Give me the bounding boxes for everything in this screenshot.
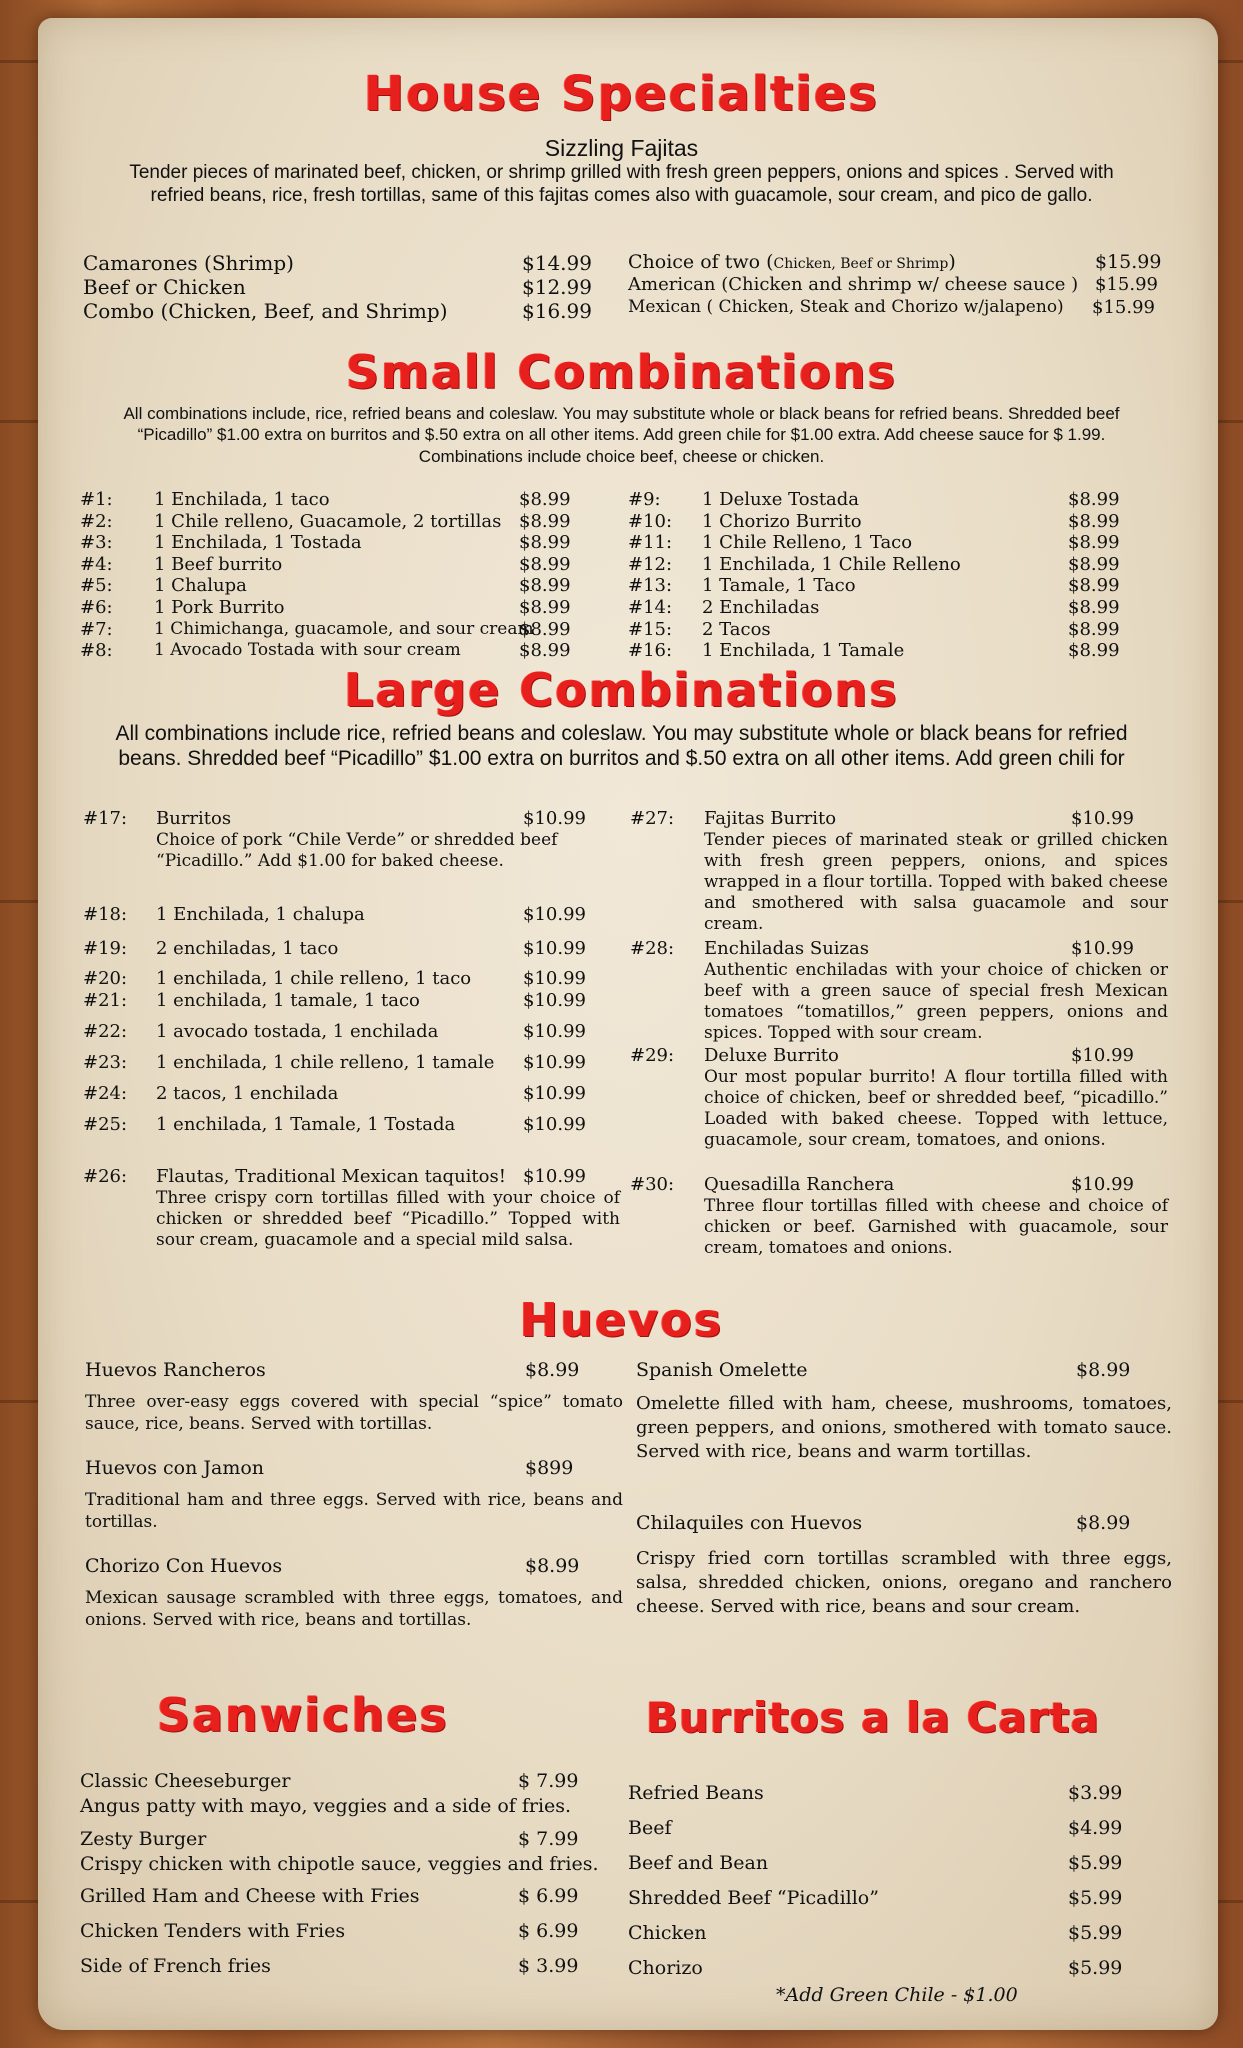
menu-item-desc: Three over-easy eggs covered with special “spice” tomato sauce, rice, beans. Served with tortillas. xyxy=(85,1392,623,1434)
menu-item-name: 2 tacos, 1 enchilada xyxy=(156,1083,339,1104)
item-number: #21: xyxy=(83,990,128,1011)
menu-item-name: Refried Beans xyxy=(628,1782,764,1804)
item-number: #11: xyxy=(628,532,673,554)
menu-item-name: Fajitas Burrito xyxy=(704,808,837,829)
menu-item-name: 1 Chile Relleno, 1 Taco xyxy=(702,532,913,554)
large-desc-line1: All combinations include rice, refried beans and coleslaw. You may substitute whole or black beans for refried xyxy=(115,722,1128,745)
menu-item-price: $8.99 xyxy=(519,489,571,510)
menu-item-price: $8.99 xyxy=(1068,532,1120,554)
item-number: #12: xyxy=(628,553,673,575)
menu-item-price: $14.99 xyxy=(522,251,592,275)
small-desc-line1: All combinations include, rice, refried beans and coleslaw. You may substitute whole or black beans for refried beans. Shredded beef xyxy=(123,404,1120,423)
burritos-title: Burritos a la Carta xyxy=(646,1693,1100,1742)
menu-item-desc: Crispy fried corn tortillas scrambled with three eggs, salsa, shredded chicken, onions, oregano and ranchero cheese. Served with rice, beans and sour cream. xyxy=(636,1548,1172,1617)
menu-item-name: Beef or Chicken xyxy=(83,275,246,299)
menu-item-name: 1 enchilada, 1 chile relleno, 1 taco xyxy=(156,968,472,989)
menu-item-price: $15.99 xyxy=(1095,251,1162,273)
menu-item-desc: Our most popular burrito! A flour tortilla filled with choice of chicken, beef or shredded beef, “picadillo.” Loaded with baked cheese. Topped with lettuce, guacamole, sour cream, tomatoes, and onions. xyxy=(704,1067,1168,1150)
menu-item-name: Enchiladas Suizas xyxy=(704,938,869,959)
menu-item-price: $12.99 xyxy=(522,275,592,299)
menu-item-price: $8.99 xyxy=(1068,489,1120,510)
small-combinations-title: Small Combinations xyxy=(346,345,897,399)
item-number: #3: xyxy=(80,532,113,554)
item-number: #20: xyxy=(83,968,128,989)
menu-item-name: 1 Tamale, 1 Taco xyxy=(702,575,856,597)
menu-item-price: $8.99 xyxy=(1068,553,1120,575)
fajitas-subtitle: Sizzling Fajitas xyxy=(544,135,699,161)
menu-item-desc: Traditional ham and three eggs. Served with rice, beans and tortillas. xyxy=(85,1490,623,1532)
menu-item-name: Choice of two (Chicken, Beef or Shrimp) xyxy=(628,251,956,273)
menu-item-name: Combo (Chicken, Beef, and Shrimp) xyxy=(83,299,448,323)
menu-item-name: Huevos Rancheros xyxy=(85,1359,266,1381)
menu-item-name: Mexican ( Chicken, Steak and Chorizo w/jalapeno) xyxy=(628,297,1064,317)
menu-item-name: Chicken xyxy=(628,1922,707,1944)
menu-item-price: $8.99 xyxy=(1068,618,1120,640)
item-number: #24: xyxy=(83,1083,128,1104)
menu-item-desc: Authentic enchiladas with your choice of chicken or beef with a green sauce of special fresh Mexican tomatoes “tomatillos,” green peppers, onions and spices. Topped with sour cream. xyxy=(704,960,1168,1043)
menu-item-price: $10.99 xyxy=(1071,808,1134,829)
menu-item-price: $8.99 xyxy=(519,640,571,662)
menu-item-name: Huevos con Jamon xyxy=(85,1457,265,1479)
menu-item-name: 2 Tacos xyxy=(702,618,771,640)
menu-item-desc: Crispy chicken with chipotle sauce, veggies and fries. xyxy=(80,1853,599,1875)
menu-item-name: 1 Enchilada, 1 taco xyxy=(154,489,330,510)
menu-item-name: Beef and Bean xyxy=(628,1852,769,1874)
sandwiches-title: Sanwiches xyxy=(157,1688,449,1742)
menu-item-name: 1 Chile relleno, Guacamole, 2 tortillas xyxy=(154,510,502,532)
menu-item-price: $15.99 xyxy=(1095,274,1158,295)
menu-item-price: $10.99 xyxy=(523,968,586,989)
large-combinations-title: Large Combinations xyxy=(344,663,899,717)
menu-item-price: $16.99 xyxy=(522,299,592,323)
menu-item-price: $10.99 xyxy=(1071,1174,1134,1195)
menu-item-desc: Tender pieces of marinated steak or grilled chicken with fresh green peppers, onions, and spices wrapped in a flour tortilla. Topped with baked cheese and smothered with salsa guacamole and sour cream. xyxy=(704,830,1168,934)
item-number: #16: xyxy=(628,640,673,662)
menu-item-price: $8.99 xyxy=(1068,510,1120,532)
menu-item-price: $8.99 xyxy=(519,532,571,554)
menu-item-name: 1 Avocado Tostada with sour cream xyxy=(154,640,461,661)
menu-item-price: $8.99 xyxy=(1076,1359,1131,1381)
menu-item-price: $5.99 xyxy=(1068,1852,1123,1874)
menu-item-price: $5.99 xyxy=(1068,1887,1123,1909)
menu-item-price: $8.99 xyxy=(1076,1512,1131,1534)
large-desc-line2: beans. Shredded beef “Picadillo” $1.00 extra on burritos and $.50 extra on all other items. Add green chili for xyxy=(118,747,1125,770)
menu-item-name: American (Chicken and shrimp w/ cheese sauce ) xyxy=(628,274,1079,295)
menu-item-name: 1 enchilada, 1 tamale, 1 taco xyxy=(156,990,420,1011)
menu-item-price: $10.99 xyxy=(523,1021,586,1042)
menu-item-name: Flautas, Traditional Mexican taquitos! xyxy=(156,1166,506,1187)
menu-item-name: 1 Chimichanga, guacamole, and sour cream xyxy=(154,618,534,639)
menu-item-price: $8.99 xyxy=(519,575,571,597)
item-number: #28: xyxy=(630,938,675,959)
item-number: #25: xyxy=(83,1114,128,1135)
menu-item-name: Spanish Omelette xyxy=(636,1359,808,1381)
item-number: #13: xyxy=(628,575,673,597)
menu-item-name: Chorizo xyxy=(628,1957,703,1979)
menu-item-price: $ 6.99 xyxy=(518,1920,579,1942)
huevos-title: Huevos xyxy=(519,1293,724,1347)
menu-item-price: $8.99 xyxy=(525,1555,580,1577)
menu-item-price: $8.99 xyxy=(519,618,571,640)
menu-item-name: 1 Enchilada, 1 Tamale xyxy=(702,640,905,662)
menu-item-name: 1 enchilada, 1 chile relleno, 1 tamale xyxy=(156,1052,495,1073)
menu-item-name: 2 enchiladas, 1 taco xyxy=(156,938,339,959)
menu-item-price: $8.99 xyxy=(1068,575,1120,597)
menu-item-name: Chicken Tenders with Fries xyxy=(80,1920,346,1942)
menu-item-name: Side of French fries xyxy=(80,1955,271,1977)
menu-item-name: Zesty Burger xyxy=(80,1828,207,1850)
item-number: #26: xyxy=(83,1166,128,1187)
menu-item-price: $8.99 xyxy=(1068,597,1120,618)
item-number: #2: xyxy=(80,510,113,532)
menu-item-price: $8.99 xyxy=(519,553,571,575)
menu-item-name: Classic Cheeseburger xyxy=(80,1770,291,1792)
menu-item-name: Quesadilla Ranchera xyxy=(704,1174,895,1195)
item-number: #6: xyxy=(80,597,113,618)
small-desc-line3: Combinations include choice beef, cheese or chicken. xyxy=(418,447,825,466)
menu-item-price: $3.99 xyxy=(1068,1782,1123,1804)
menu-item-price: $10.99 xyxy=(523,808,586,829)
menu-item-price: $8.99 xyxy=(525,1359,580,1381)
menu-item-name: 2 Enchiladas xyxy=(702,597,820,618)
menu-item-desc: Three flour tortillas filled with cheese and choice of chicken or beef. Garnished with guacamole, sour cream, tomatoes and onions. xyxy=(704,1196,1168,1258)
menu-item-price: $ 7.99 xyxy=(518,1828,579,1850)
menu-item-price: $8.99 xyxy=(519,510,571,532)
menu-item-price: $10.99 xyxy=(523,1166,586,1187)
menu-item-name: Deluxe Burrito xyxy=(704,1045,839,1066)
item-number: #27: xyxy=(630,808,675,829)
menu-item-price: $ 3.99 xyxy=(518,1955,579,1977)
item-number: #23: xyxy=(83,1052,128,1073)
menu-item-price: $10.99 xyxy=(523,1083,586,1104)
menu-item-name: 1 enchilada, 1 Tamale, 1 Tostada xyxy=(156,1114,456,1135)
menu-item-name: Beef xyxy=(628,1817,672,1839)
menu-item-price: $10.99 xyxy=(523,1114,586,1135)
menu-item-name: 1 Enchilada, 1 chalupa xyxy=(156,904,365,925)
green-chile-note: *Add Green Chile - $1.00 xyxy=(776,1984,1018,2006)
menu-item-price: $10.99 xyxy=(523,938,586,959)
fajitas-desc-line1: Tender pieces of marinated beef, chicken, or shrimp grilled with fresh green peppers, onions and spices . Served with xyxy=(129,162,1114,183)
menu-item-name: 1 Enchilada, 1 Chile Relleno xyxy=(702,553,961,575)
item-number: #19: xyxy=(83,938,128,959)
menu-item-desc: Mexican sausage scrambled with three eggs, tomatoes, and onions. Served with rice, beans and tortillas. xyxy=(85,1588,623,1630)
item-number: #17: xyxy=(83,808,128,829)
item-number: #14: xyxy=(628,597,673,618)
menu-item-desc: Omelette filled with ham, cheese, mushrooms, tomatoes, green peppers, and onions, smothered with tomato sauce. Served with rice, beans and warm tortillas. xyxy=(636,1393,1172,1462)
menu-item-name: Burritos xyxy=(156,808,232,829)
menu-item-price: $10.99 xyxy=(1071,1045,1134,1066)
menu-item-price: $899 xyxy=(525,1457,574,1479)
menu-item-name: Grilled Ham and Cheese with Fries xyxy=(80,1885,420,1907)
menu-item-name: 1 Beef burrito xyxy=(154,553,283,575)
menu-item-desc: Three crispy corn tortillas filled with your choice of chicken or shredded beef “Picadillo.” Topped with sour cream, guacamole and a special mild salsa. xyxy=(156,1188,620,1250)
menu-item-price: $10.99 xyxy=(523,904,586,925)
menu-item-name: 1 avocado tostada, 1 enchilada xyxy=(156,1021,439,1042)
menu-item-name: 1 Deluxe Tostada xyxy=(702,489,860,510)
item-number: #9: xyxy=(628,489,661,510)
item-number: #22: xyxy=(83,1021,128,1042)
menu-item-price: $5.99 xyxy=(1068,1922,1123,1944)
item-number: #1: xyxy=(80,489,113,510)
menu-item-price: $15.99 xyxy=(1092,297,1155,318)
menu-item-price: $8.99 xyxy=(519,597,571,618)
menu-item-name: Camarones (Shrimp) xyxy=(83,251,294,275)
menu-item-price: $10.99 xyxy=(1071,938,1134,959)
menu-item-price: $ 6.99 xyxy=(518,1885,579,1907)
menu-item-name: 1 Chorizo Burrito xyxy=(702,510,862,532)
item-number: #30: xyxy=(630,1174,675,1195)
item-number: #5: xyxy=(80,575,113,597)
menu-item-name: 1 Chalupa xyxy=(154,575,247,597)
menu-item-name: 1 Pork Burrito xyxy=(154,597,285,618)
menu-item-name: Shredded Beef “Picadillo” xyxy=(628,1887,879,1909)
menu-item-desc: Angus patty with mayo, veggies and a side of fries. xyxy=(80,1795,572,1817)
menu-item-desc: Choice of pork “Chile Verde” or shredded beef “Picadillo.” Add $1.00 for baked cheese. xyxy=(156,830,558,871)
menu-item-name: Chilaquiles con Huevos xyxy=(636,1512,863,1534)
item-number: #15: xyxy=(628,618,673,640)
menu-item-price: $8.99 xyxy=(1068,640,1120,662)
item-number: #8: xyxy=(80,640,113,662)
item-number: #4: xyxy=(80,553,113,575)
item-number: #7: xyxy=(80,618,113,640)
item-number: #29: xyxy=(630,1045,675,1066)
menu-item-price: $4.99 xyxy=(1068,1817,1123,1839)
menu-item-price: $ 7.99 xyxy=(518,1770,579,1792)
menu-item-price: $5.99 xyxy=(1068,1957,1123,1979)
menu-item-name: Chorizo Con Huevos xyxy=(85,1555,283,1577)
menu-item-name: 1 Enchilada, 1 Tostada xyxy=(154,532,362,554)
item-number: #18: xyxy=(83,904,128,925)
small-desc-line2: “Picadillo” $1.00 extra on burritos and $.50 extra on all other items. Add green chile for $1.00 extra. Add cheese sauce for $ 1.99. xyxy=(137,425,1106,444)
menu-item-price: $10.99 xyxy=(523,1052,586,1073)
item-number: #10: xyxy=(628,510,673,532)
menu-item-price: $10.99 xyxy=(523,990,586,1011)
fajitas-desc-line2: refried beans, rice, fresh tortillas, same of this fajitas comes also with guacamole, sour cream, and pico de gallo. xyxy=(150,185,1093,206)
house-specialties-title: House Specialties xyxy=(364,66,879,122)
